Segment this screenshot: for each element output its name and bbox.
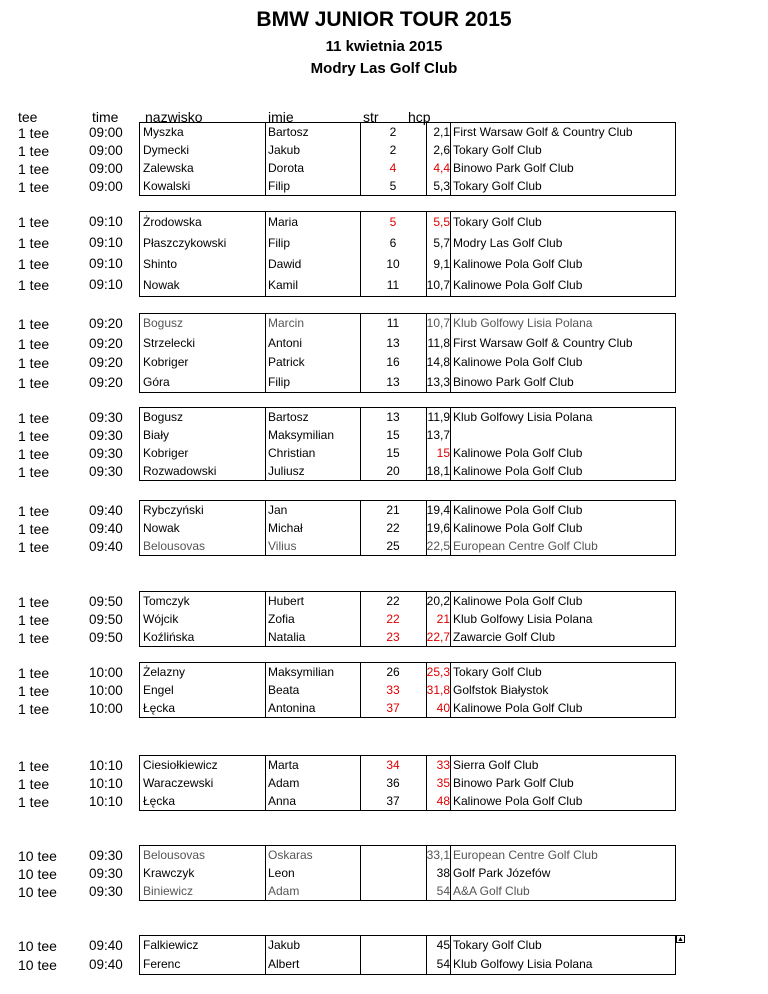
player-str: 6 xyxy=(389,236,397,250)
player-club: Tokary Golf Club xyxy=(453,143,542,157)
table-row xyxy=(140,955,675,974)
player-hcp: 4,4 xyxy=(433,161,450,175)
tee-time: 09:20 xyxy=(89,355,123,370)
tee-time: 09:30 xyxy=(89,410,123,425)
player-name: Antonina xyxy=(268,701,316,715)
player-surname: Rozwadowski xyxy=(143,464,217,478)
tee-time: 09:10 xyxy=(89,214,123,229)
table-row xyxy=(140,501,675,519)
player-name: Bartosz xyxy=(268,125,309,139)
tee-time: 09:20 xyxy=(89,335,123,351)
tee-time: 09:30 xyxy=(89,446,123,461)
tee-time: 09:10 xyxy=(89,277,123,292)
player-str: 36 xyxy=(386,776,400,790)
player-str: 20 xyxy=(386,464,400,478)
tee-label: 1 tee xyxy=(18,776,50,792)
player-club: Kalinowe Pola Golf Club xyxy=(453,701,583,715)
tee-group xyxy=(139,591,676,647)
table-row xyxy=(140,141,675,159)
player-surname: Bogusz xyxy=(143,410,184,424)
tee-time: 09:50 xyxy=(89,630,123,645)
player-name: Albert xyxy=(268,957,300,971)
table-row xyxy=(140,462,675,480)
player-surname: Ferenc xyxy=(143,957,181,971)
player-str: 13 xyxy=(386,410,400,424)
player-surname: Belousovas xyxy=(143,539,206,553)
player-surname: Waraczewski xyxy=(143,776,214,790)
player-surname: Nowak xyxy=(143,278,180,292)
tee-time: 09:30 xyxy=(89,884,123,899)
player-str: 4 xyxy=(389,161,397,175)
player-surname: Nowak xyxy=(143,521,180,535)
player-hcp: 54 xyxy=(436,957,450,971)
table-row xyxy=(140,123,675,141)
player-club: First Warsaw Golf & Country Club xyxy=(453,125,633,139)
table-row xyxy=(140,519,675,537)
player-club: Tokary Golf Club xyxy=(453,179,542,193)
player-hcp: 25,3 xyxy=(426,665,450,679)
player-club: Klub Golfowy Lisia Polana xyxy=(453,957,593,971)
table-row xyxy=(140,936,675,955)
player-club: Golf Park Józefów xyxy=(453,866,551,880)
player-name: Maksymilian xyxy=(268,428,335,442)
player-surname: Ciesiołkiewicz xyxy=(143,758,218,772)
tee-group xyxy=(139,755,676,811)
player-club: Klub Golfowy Lisia Polana xyxy=(453,316,593,330)
player-str: 15 xyxy=(386,446,400,460)
player-hcp: 13,7 xyxy=(426,428,450,442)
player-name: Dawid xyxy=(268,257,302,271)
player-hcp: 31,8 xyxy=(426,683,450,697)
player-hcp: 21 xyxy=(436,612,450,626)
table-row xyxy=(140,353,675,373)
tee-label: 1 tee xyxy=(18,316,50,332)
player-str: 33 xyxy=(386,683,400,697)
col-header-hcp: hcp xyxy=(408,109,431,125)
tee-time: 09:10 xyxy=(89,256,123,271)
table-row xyxy=(140,756,675,774)
tee-time: 09:20 xyxy=(89,374,123,390)
tee-time: 10:10 xyxy=(89,776,123,791)
player-surname: Biniewicz xyxy=(143,884,194,898)
player-surname: Łęcka xyxy=(143,701,176,715)
player-surname: Bogusz xyxy=(143,316,184,330)
tee-label: 1 tee xyxy=(18,179,50,195)
player-str: 13 xyxy=(386,374,400,389)
player-surname: Kobriger xyxy=(143,355,189,369)
player-name: Maksymilian xyxy=(268,665,335,679)
player-name: Adam xyxy=(268,884,300,898)
col-header-time: time xyxy=(92,109,119,125)
tee-time: 09:00 xyxy=(89,125,123,140)
player-str: 25 xyxy=(386,539,400,553)
player-club: Kalinowe Pola Golf Club xyxy=(453,355,583,369)
player-str: 11 xyxy=(386,278,400,292)
table-row xyxy=(140,254,675,275)
tee-time: 09:40 xyxy=(89,521,123,536)
table-row xyxy=(140,233,675,254)
player-name: Jan xyxy=(268,503,288,517)
player-str: 5 xyxy=(389,179,397,193)
table-row xyxy=(140,408,675,426)
tee-label: 1 tee xyxy=(18,428,50,444)
page-title: BMW JUNIOR TOUR 2015 xyxy=(256,8,512,31)
player-str: 34 xyxy=(386,758,400,772)
player-name: Juliusz xyxy=(268,464,305,478)
tee-label: 10 tee xyxy=(18,866,57,882)
tee-label: 10 tee xyxy=(18,957,57,973)
player-hcp: 14,8 xyxy=(426,355,450,369)
player-surname: Belousovas xyxy=(143,848,206,862)
player-name: Bartosz xyxy=(268,410,309,424)
player-name: Marta xyxy=(268,758,299,772)
player-hcp: 5,7 xyxy=(433,236,450,250)
player-hcp: 45 xyxy=(436,938,450,952)
player-surname: Wójcik xyxy=(143,612,179,626)
table-row xyxy=(140,177,675,195)
tee-label: 1 tee xyxy=(18,235,50,251)
tee-label: 1 tee xyxy=(18,374,50,391)
tee-label: 1 tee xyxy=(18,335,50,352)
table-row xyxy=(140,159,675,177)
player-club: European Centre Golf Club xyxy=(453,539,598,553)
table-row xyxy=(140,212,675,233)
player-hcp: 13,3 xyxy=(426,374,450,389)
tee-label: 10 tee xyxy=(18,884,57,900)
table-row xyxy=(140,681,675,699)
tee-label: 1 tee xyxy=(18,521,50,537)
tee-time: 09:50 xyxy=(89,594,123,609)
tee-label: 1 tee xyxy=(18,214,50,230)
player-club: Kalinowe Pola Golf Club xyxy=(453,257,583,271)
player-str: 22 xyxy=(386,594,400,608)
player-club: Binowo Park Golf Club xyxy=(453,374,574,389)
player-str: 26 xyxy=(386,665,400,679)
player-str: 37 xyxy=(386,794,400,808)
tee-label: 1 tee xyxy=(18,410,50,426)
tee-label: 1 tee xyxy=(18,446,50,462)
tee-label: 10 tee xyxy=(18,848,57,864)
tee-label: 1 tee xyxy=(18,794,50,810)
player-name: Leon xyxy=(268,866,295,880)
player-name: Maria xyxy=(268,215,299,229)
player-surname: Płaszczykowski xyxy=(143,236,227,250)
tee-label: 1 tee xyxy=(18,161,50,177)
player-surname: Łęcka xyxy=(143,794,176,808)
tee-time: 10:00 xyxy=(89,701,123,716)
player-name: Anna xyxy=(268,794,297,808)
player-name: Jakub xyxy=(268,938,301,952)
player-surname: Rybczyński xyxy=(143,503,204,517)
player-name: Jakub xyxy=(268,143,301,157)
table-row xyxy=(140,373,675,393)
tee-time: 09:00 xyxy=(89,179,123,194)
tee-time: 09:00 xyxy=(89,161,123,176)
tee-label: 1 tee xyxy=(18,355,50,371)
player-club: Sierra Golf Club xyxy=(453,758,539,772)
player-surname: Zalewska xyxy=(143,161,194,175)
player-club: European Centre Golf Club xyxy=(453,848,598,862)
player-club: Klub Golfowy Lisia Polana xyxy=(453,410,593,424)
player-str: 22 xyxy=(386,521,400,535)
tee-label: 1 tee xyxy=(18,594,50,610)
player-name: Christian xyxy=(268,446,316,460)
tee-group xyxy=(139,313,676,393)
player-hcp: 33,1 xyxy=(426,848,450,862)
player-club: Klub Golfowy Lisia Polana xyxy=(453,612,593,626)
player-hcp: 11,9 xyxy=(427,410,450,424)
player-club: Golfstok Białystok xyxy=(453,683,549,697)
tee-label: 1 tee xyxy=(18,503,50,519)
tee-time: 09:30 xyxy=(89,866,123,881)
table-row xyxy=(140,592,675,610)
player-hcp: 10,7 xyxy=(426,278,450,292)
player-club: Zawarcie Golf Club xyxy=(453,630,556,644)
player-name: Hubert xyxy=(268,594,305,608)
table-row xyxy=(140,846,675,864)
player-surname: Dymecki xyxy=(143,143,190,157)
player-hcp: 2,1 xyxy=(433,125,450,139)
tee-label: 1 tee xyxy=(18,701,50,717)
table-row xyxy=(140,663,675,681)
table-row xyxy=(140,628,675,646)
player-club: First Warsaw Golf & Country Club xyxy=(453,335,633,350)
player-hcp: 15 xyxy=(436,446,450,460)
player-surname: Kowalski xyxy=(143,179,191,193)
player-club: Tokary Golf Club xyxy=(453,665,542,679)
player-str: 37 xyxy=(386,701,400,715)
tee-time: 10:10 xyxy=(89,794,123,809)
tee-label: 1 tee xyxy=(18,256,50,272)
player-name: Filip xyxy=(268,374,291,389)
tee-time: 09:40 xyxy=(89,938,123,953)
player-hcp: 33 xyxy=(436,758,450,772)
col-header-tee: tee xyxy=(18,109,38,125)
tee-label: 1 tee xyxy=(18,758,50,774)
player-str: 22 xyxy=(386,612,400,626)
player-hcp: 48 xyxy=(436,794,450,808)
player-club: Tokary Golf Club xyxy=(453,938,542,952)
tee-label: 1 tee xyxy=(18,630,50,646)
tee-time: 09:20 xyxy=(89,316,123,331)
player-surname: Strzelecki xyxy=(143,335,196,350)
player-club: Kalinowe Pola Golf Club xyxy=(453,464,583,478)
tee-group xyxy=(139,407,676,481)
player-surname: Engel xyxy=(143,683,174,697)
player-club: Kalinowe Pola Golf Club xyxy=(453,794,583,808)
player-str: 10 xyxy=(386,257,400,271)
player-surname: Góra xyxy=(143,374,170,389)
player-name: Adam xyxy=(268,776,300,790)
tee-group xyxy=(139,500,676,556)
table-row xyxy=(140,699,675,717)
player-str: 11 xyxy=(386,316,400,330)
player-str: 13 xyxy=(386,335,400,350)
player-club: Kalinowe Pola Golf Club xyxy=(453,503,583,517)
player-club: Binowo Park Golf Club xyxy=(453,161,574,175)
player-name: Antoni xyxy=(268,335,303,350)
tee-time: 09:30 xyxy=(89,464,123,479)
player-name: Vilius xyxy=(268,539,297,553)
table-row xyxy=(140,426,675,444)
tee-time: 10:10 xyxy=(89,758,123,773)
player-club: Tokary Golf Club xyxy=(453,215,542,229)
player-surname: Myszka xyxy=(143,125,184,139)
player-name: Kamil xyxy=(268,278,299,292)
tee-time: 09:50 xyxy=(89,612,123,627)
player-name: Marcin xyxy=(268,316,305,330)
player-surname: Falkiewicz xyxy=(143,938,199,952)
tee-time: 10:00 xyxy=(89,665,123,680)
player-hcp: 20,2 xyxy=(426,594,450,608)
player-str: 23 xyxy=(386,630,400,644)
col-header-str: str xyxy=(363,109,379,125)
player-str: 15 xyxy=(386,428,400,442)
player-name: Zofia xyxy=(268,612,295,626)
player-name: Michał xyxy=(268,521,303,535)
player-surname: Biały xyxy=(143,428,170,442)
tee-time: 09:40 xyxy=(89,539,123,554)
player-hcp: 19,6 xyxy=(426,521,450,535)
player-surname: Krawczyk xyxy=(143,866,195,880)
col-header-name: imie xyxy=(268,109,294,125)
player-str: 16 xyxy=(386,355,400,369)
event-date: 11 kwietnia 2015 xyxy=(325,38,443,55)
player-hcp: 9,1 xyxy=(433,257,450,271)
col-header-surname: nazwisko xyxy=(145,109,203,125)
tee-group xyxy=(139,662,676,718)
player-name: Natalia xyxy=(268,630,306,644)
player-hcp: 19,4 xyxy=(426,503,450,517)
player-name: Filip xyxy=(268,236,291,250)
player-club: Kalinowe Pola Golf Club xyxy=(453,278,583,292)
player-hcp: 22,5 xyxy=(426,539,450,553)
player-str: 2 xyxy=(389,125,397,139)
tee-label: 10 tee xyxy=(18,938,57,954)
table-row xyxy=(140,610,675,628)
player-club: A&A Golf Club xyxy=(453,884,530,898)
player-hcp: 35 xyxy=(436,776,450,790)
player-hcp: 54 xyxy=(436,884,450,898)
player-club: Modry Las Golf Club xyxy=(453,236,563,250)
player-hcp: 5,5 xyxy=(433,215,450,229)
table-row xyxy=(140,537,675,555)
table-row xyxy=(140,792,675,810)
tee-label: 1 tee xyxy=(18,665,50,681)
tee-time: 09:30 xyxy=(89,848,123,863)
table-row xyxy=(140,314,675,334)
tee-label: 1 tee xyxy=(18,143,50,159)
table-row xyxy=(140,334,675,354)
player-hcp: 10,7 xyxy=(426,316,450,330)
table-row xyxy=(140,275,675,296)
player-hcp: 18,1 xyxy=(426,464,450,478)
tee-group xyxy=(139,845,676,901)
player-club: Kalinowe Pola Golf Club xyxy=(453,521,583,535)
tee-time: 09:10 xyxy=(89,235,123,250)
tee-time: 09:40 xyxy=(89,503,123,518)
triangle-up-icon[interactable]: ▲ xyxy=(677,936,684,943)
player-hcp: 11,8 xyxy=(427,335,450,350)
tee-group xyxy=(139,935,676,975)
tee-label: 1 tee xyxy=(18,612,50,628)
player-hcp: 40 xyxy=(436,701,450,715)
tee-label: 1 tee xyxy=(18,464,50,480)
player-club: Kalinowe Pola Golf Club xyxy=(453,594,583,608)
player-surname: Tomczyk xyxy=(143,594,190,608)
player-name: Oskaras xyxy=(268,848,313,862)
player-name: Beata xyxy=(268,683,300,697)
tee-group xyxy=(139,122,676,196)
tee-label: 1 tee xyxy=(18,277,50,293)
player-str: 2 xyxy=(389,143,397,157)
player-name: Patrick xyxy=(268,355,305,369)
tee-time: 10:00 xyxy=(89,683,123,698)
player-club: Kalinowe Pola Golf Club xyxy=(453,446,583,460)
table-row xyxy=(140,774,675,792)
tee-label: 1 tee xyxy=(18,125,50,141)
table-row xyxy=(140,882,675,900)
player-surname: Shinto xyxy=(143,257,178,271)
player-str: 5 xyxy=(389,215,397,229)
player-surname: Żrodowska xyxy=(143,215,202,229)
player-surname: Koźlińska xyxy=(143,630,195,644)
player-hcp: 5,3 xyxy=(433,179,450,193)
player-name: Filip xyxy=(268,179,291,193)
tee-time: 09:00 xyxy=(89,143,123,158)
tee-time: 09:30 xyxy=(89,428,123,443)
player-name: Dorota xyxy=(268,161,305,175)
tee-label: 1 tee xyxy=(18,683,50,699)
venue-name: Modry Las Golf Club xyxy=(310,60,458,77)
player-hcp: 2,6 xyxy=(433,143,450,157)
player-str: 21 xyxy=(386,503,400,517)
player-surname: Żelazny xyxy=(143,665,186,679)
tee-group xyxy=(139,211,676,297)
tee-time: 09:40 xyxy=(89,957,123,972)
table-row xyxy=(140,444,675,462)
player-surname: Kobriger xyxy=(143,446,189,460)
player-club: Binowo Park Golf Club xyxy=(453,776,574,790)
player-hcp: 22,7 xyxy=(426,630,450,644)
player-hcp: 38 xyxy=(436,866,450,880)
tee-label: 1 tee xyxy=(18,539,50,555)
table-row xyxy=(140,864,675,882)
